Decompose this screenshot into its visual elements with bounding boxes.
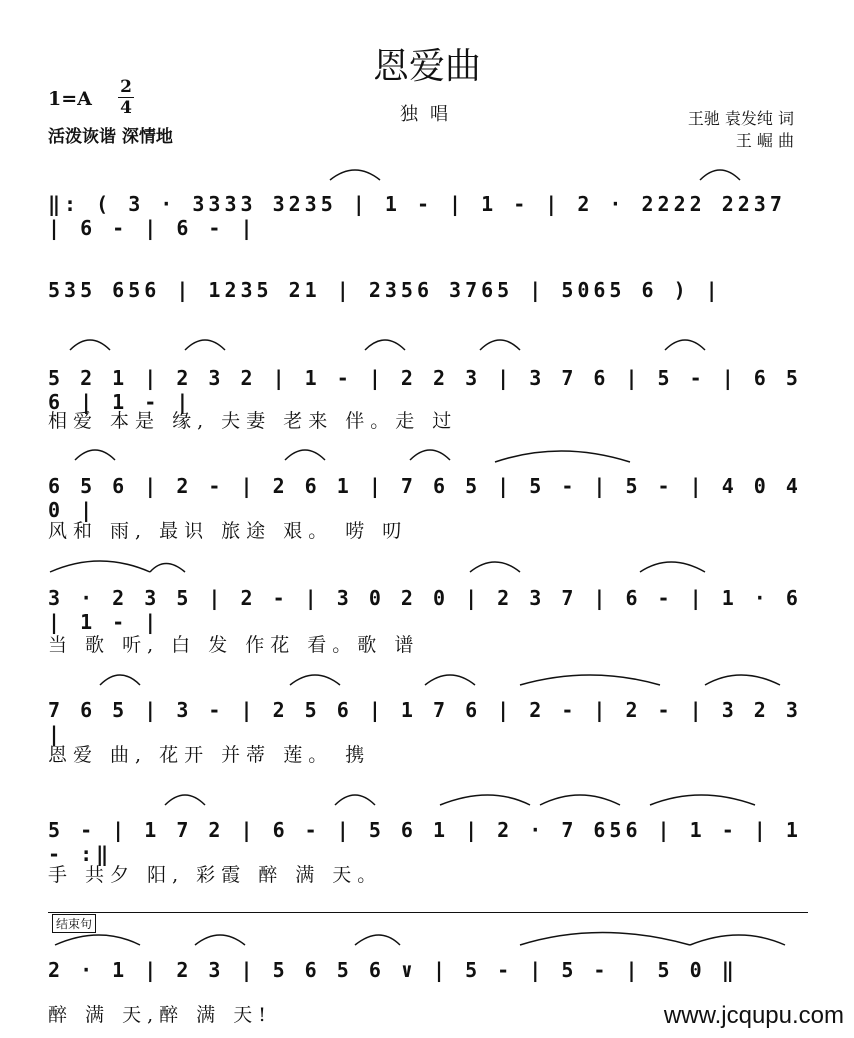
slur	[335, 795, 375, 805]
slur	[285, 450, 325, 460]
notation: 6 5 6 | 2 - | 2 6 1 | 7 6 5 | 5 - | 5 - | 4 0 4 0 |	[48, 474, 802, 522]
lyrics: 醉 满 天,醉 满 天!	[48, 1004, 272, 1026]
lyrics: 相爱 本是 缘, 夫妻 老来 伴。走 过	[48, 410, 458, 432]
notation: 3 · 2 3 5 | 2 - | 3 0 2 0 | 2 3 7 | 6 - | 1 · 6 | 1 - |	[48, 586, 802, 634]
lyricist-credit: 王驰 袁发纯 词	[687, 109, 794, 128]
slur	[425, 675, 475, 685]
slur	[355, 935, 400, 945]
slur	[470, 562, 520, 572]
slur	[55, 935, 140, 945]
song-title: 恩爱曲	[372, 46, 481, 87]
lyrics: 手 共夕 阳, 彩霞 醉 满 天。	[48, 864, 383, 886]
slur	[480, 340, 520, 350]
notation: 2 · 1 | 2 3 | 5 6 5 6 ∨ | 5 - | 5 - | 5 0 ‖	[48, 958, 738, 982]
notation: 5 2 1 | 2 3 2 | 1 - | 2 2 3 | 3 7 6 | 5 - | 6 5 6 | 1 - |	[48, 366, 802, 414]
slur	[690, 935, 785, 945]
slur	[290, 675, 340, 685]
slur	[330, 170, 380, 180]
watermark: www.jcqupu.com	[663, 1002, 844, 1029]
lyrics: 当 歌 听, 白 发 作花 看。歌 谱	[48, 634, 420, 656]
slur	[150, 564, 185, 573]
slur	[365, 340, 405, 350]
slur	[520, 933, 690, 946]
slur	[700, 170, 740, 180]
slur	[50, 561, 150, 572]
lyrics: 风和 雨, 最识 旅途 艰。 唠 叨	[48, 520, 408, 542]
slur	[410, 450, 450, 460]
notation: 535 656 | 1235 21 | 2356 3765 | 5065 6 ) |	[48, 278, 722, 302]
slur	[440, 795, 530, 805]
slur	[665, 340, 705, 350]
slur	[75, 450, 115, 460]
slur	[640, 562, 705, 572]
slur	[495, 451, 630, 462]
slur	[650, 795, 755, 805]
performance-type: 独唱	[400, 104, 460, 125]
slur	[100, 675, 140, 685]
tempo-marking: 活泼诙谐 深情地	[48, 127, 173, 147]
slur	[195, 935, 245, 945]
notation: 7 6 5 | 3 - | 2 5 6 | 1 7 6 | 2 - | 2 - | 3 2 3 |	[48, 698, 802, 746]
ending-label: 结束句	[52, 914, 96, 933]
notation: ‖: ( 3 · 3333 3235 | 1 - | 1 - | 2 · 2222 2237 | 6 - | 6 - |	[48, 192, 786, 240]
slur	[70, 340, 110, 350]
key-signature: 1=A	[48, 88, 92, 110]
notation: 5 - | 1 7 2 | 6 - | 5 6 1 | 2 · 7 656 | 1 - | 1 - :‖	[48, 818, 802, 866]
slur	[540, 795, 620, 805]
slur	[185, 340, 225, 350]
composer-credit: 王 崛 曲	[735, 131, 794, 150]
slur	[520, 675, 660, 685]
slur	[165, 795, 205, 805]
slur	[705, 675, 780, 685]
time-signature-bottom: 4	[120, 98, 132, 118]
time-signature-top: 2	[120, 77, 132, 97]
lyrics: 恩爱 曲, 花开 并蒂 莲。 携	[48, 744, 371, 766]
